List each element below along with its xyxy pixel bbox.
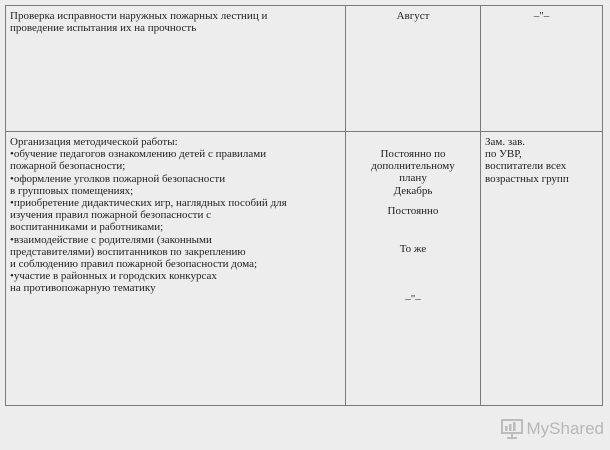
- term-cell: [346, 6, 481, 132]
- term-text: Постоянно по: [380, 148, 446, 160]
- term-text: дополнительному: [371, 160, 455, 173]
- task-text: в групповых помещениях;: [10, 184, 134, 197]
- term-text: Постоянно: [387, 204, 439, 217]
- task-text: представителями) воспитанников по закреплению: [10, 245, 246, 258]
- responsible-cell: [481, 6, 603, 132]
- task-text: проведение испытания их на прочность: [10, 22, 197, 35]
- task-text: на противопожарную тематику: [10, 282, 156, 295]
- term-text: То же: [399, 243, 427, 256]
- table-row: [6, 6, 603, 132]
- watermark-text: MyShared: [526, 419, 604, 438]
- fire-safety-plan-table: [5, 5, 603, 406]
- task-text: •взаимодействие с родителями (законными: [10, 233, 212, 246]
- spacer: [350, 255, 476, 293]
- responsible-cell: [481, 132, 603, 406]
- spacer: [350, 217, 476, 243]
- responsible-text: по УВР,: [485, 148, 522, 161]
- task-text: •приобретение дидактических игр, наглядных пособий для: [10, 197, 287, 210]
- spacer: [350, 197, 476, 205]
- task-text: воспитанниками и работниками;: [10, 221, 164, 234]
- task-text: пожарной безопасности;: [10, 160, 126, 173]
- task-cell: [6, 132, 346, 406]
- presentation-icon: [500, 418, 524, 440]
- spacer: [350, 136, 476, 148]
- responsible-text: воспитатели всех: [485, 160, 567, 173]
- task-cell: [6, 6, 346, 132]
- myshared-watermark: [500, 418, 604, 440]
- term-text: Август: [396, 10, 430, 22]
- task-text: •обучение педагогов ознакомлению детей с правилами: [10, 148, 267, 161]
- task-text: и соблюдению правил пожарной безопасности дома;: [10, 258, 258, 271]
- responsible-text: Зам. зав.: [485, 136, 526, 148]
- task-text: •участие в районных и городских конкурсах: [10, 270, 217, 283]
- task-text: изучения правил пожарной безопасности с: [10, 209, 211, 222]
- term-text: плану: [399, 172, 427, 185]
- term-text: –"–: [405, 293, 421, 306]
- plan-table-sheet: [5, 5, 603, 407]
- responsible-text: –"–: [533, 10, 550, 22]
- task-text: Проверка исправности наружных пожарных лестниц и: [10, 10, 268, 22]
- table-row: [6, 132, 603, 406]
- responsible-text: возрастных групп: [485, 172, 569, 185]
- task-text: •оформление уголков пожарной безопасности: [10, 172, 226, 185]
- term-cell: [346, 132, 481, 406]
- task-heading: Организация методической работы:: [10, 136, 178, 148]
- term-text: Декабрь: [393, 184, 433, 197]
